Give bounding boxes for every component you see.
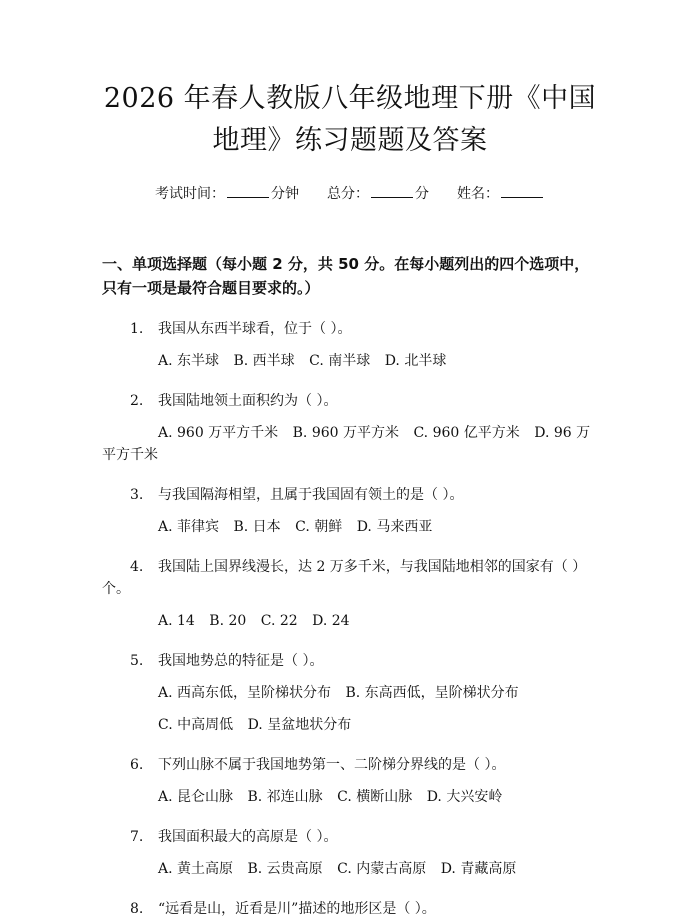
option-c: C. 中高周低 (158, 717, 234, 733)
question-stem: 我国从东西半球看，位于（ ）。 (158, 321, 352, 337)
question-number: 7. (130, 829, 144, 845)
option-b: B. 云贵高原 (247, 861, 323, 877)
question-item (102, 650, 598, 736)
option-a: A. 东半球 (158, 353, 220, 369)
option-d: D. 24 (312, 613, 350, 629)
option-list (102, 858, 598, 880)
option-a: A. 菲律宾 (158, 519, 220, 535)
question-item (102, 484, 598, 538)
option-a: A. 14 (158, 613, 195, 629)
option-list (102, 786, 598, 808)
option-c: C. 22 (260, 613, 298, 629)
option-a: A. 黄土高原 (158, 861, 234, 877)
question-stem: 下列山脉不属于我国地势第一、二阶梯分界线的是（ ）。 (158, 757, 506, 773)
option-d: D. 青藏高原 (440, 861, 517, 877)
option-c: C. 内蒙古高原 (337, 861, 427, 877)
option-b: B. 祁连山脉 (247, 789, 323, 805)
question-number: 6. (130, 757, 144, 773)
option-b: B. 20 (209, 613, 247, 629)
option-list (102, 682, 598, 736)
option-d: D. 马来西亚 (356, 519, 433, 535)
question-stem: 我国陆地领土面积约为（ ）。 (158, 393, 338, 409)
option-list (102, 610, 598, 632)
option-list (102, 350, 598, 372)
option-b: B. 东高西低，呈阶梯状分布 (345, 685, 519, 701)
name-field (457, 184, 545, 204)
question-stem: 我国面积最大的高原是（ ）。 (158, 829, 338, 845)
score-label: 总分： (327, 186, 369, 202)
option-c: C. 朝鲜 (295, 519, 343, 535)
score-field (327, 184, 429, 204)
exam-time-label: 考试时间： (155, 186, 225, 202)
question-item (102, 754, 598, 808)
option-d: D. 呈盆地状分布 (247, 717, 352, 733)
option-c: C. 南半球 (309, 353, 371, 369)
exam-time-unit: 分钟 (271, 186, 299, 202)
question-item (102, 898, 598, 920)
name-blank (501, 184, 543, 198)
question-item (102, 556, 598, 632)
name-label: 姓名： (457, 186, 499, 202)
question-item (102, 318, 598, 372)
option-d: D. 北半球 (384, 353, 447, 369)
option-c: C. 960 亿平方米 (413, 425, 520, 441)
question-number: 2. (130, 393, 144, 409)
option-d: D. 96 万平方千米 (102, 425, 591, 463)
option-list (102, 422, 598, 466)
question-stem: 与我国隔海相望，且属于我国固有领土的是（ ）。 (158, 487, 464, 503)
option-a: A. 西高东低，呈阶梯状分布 (158, 685, 332, 701)
option-list (102, 516, 598, 538)
question-number: 5. (130, 653, 144, 669)
option-c: C. 横断山脉 (337, 789, 413, 805)
question-item (102, 390, 598, 466)
option-a: A. 960 万平方千米 (158, 425, 279, 441)
exam-meta (102, 184, 598, 204)
option-b: B. 960 万平方米 (292, 425, 400, 441)
question-number: 8. (130, 901, 144, 917)
section-heading: 一、单项选择题（每小题 2 分，共 50 分。在每小题列出的四个选项中，只有一项是最符合题目要求的。） (102, 255, 590, 297)
question-stem: 我国陆上国界线漫长，达 2 万多千米，与我国陆地相邻的国家有（ ）个。 (102, 559, 587, 597)
question-item (102, 826, 598, 880)
question-stem: 我国地势总的特征是（ ）。 (158, 653, 324, 669)
option-b: B. 日本 (233, 519, 281, 535)
score-blank (371, 184, 413, 198)
option-a: A. 昆仑山脉 (158, 789, 234, 805)
question-number: 1. (130, 321, 144, 337)
option-b: B. 西半球 (233, 353, 295, 369)
question-number: 3. (130, 487, 144, 503)
option-d: D. 大兴安岭 (426, 789, 503, 805)
question-number: 4. (130, 559, 144, 575)
exam-time-field (155, 184, 299, 204)
document-title: 2026 年春人教版八年级地理下册《中国地理》练习题题及答案 (103, 83, 597, 156)
question-stem: “远看是山，近看是川”描述的地形区是（ ）。 (158, 901, 436, 917)
exam-time-blank (227, 184, 269, 198)
score-unit: 分 (415, 186, 429, 202)
